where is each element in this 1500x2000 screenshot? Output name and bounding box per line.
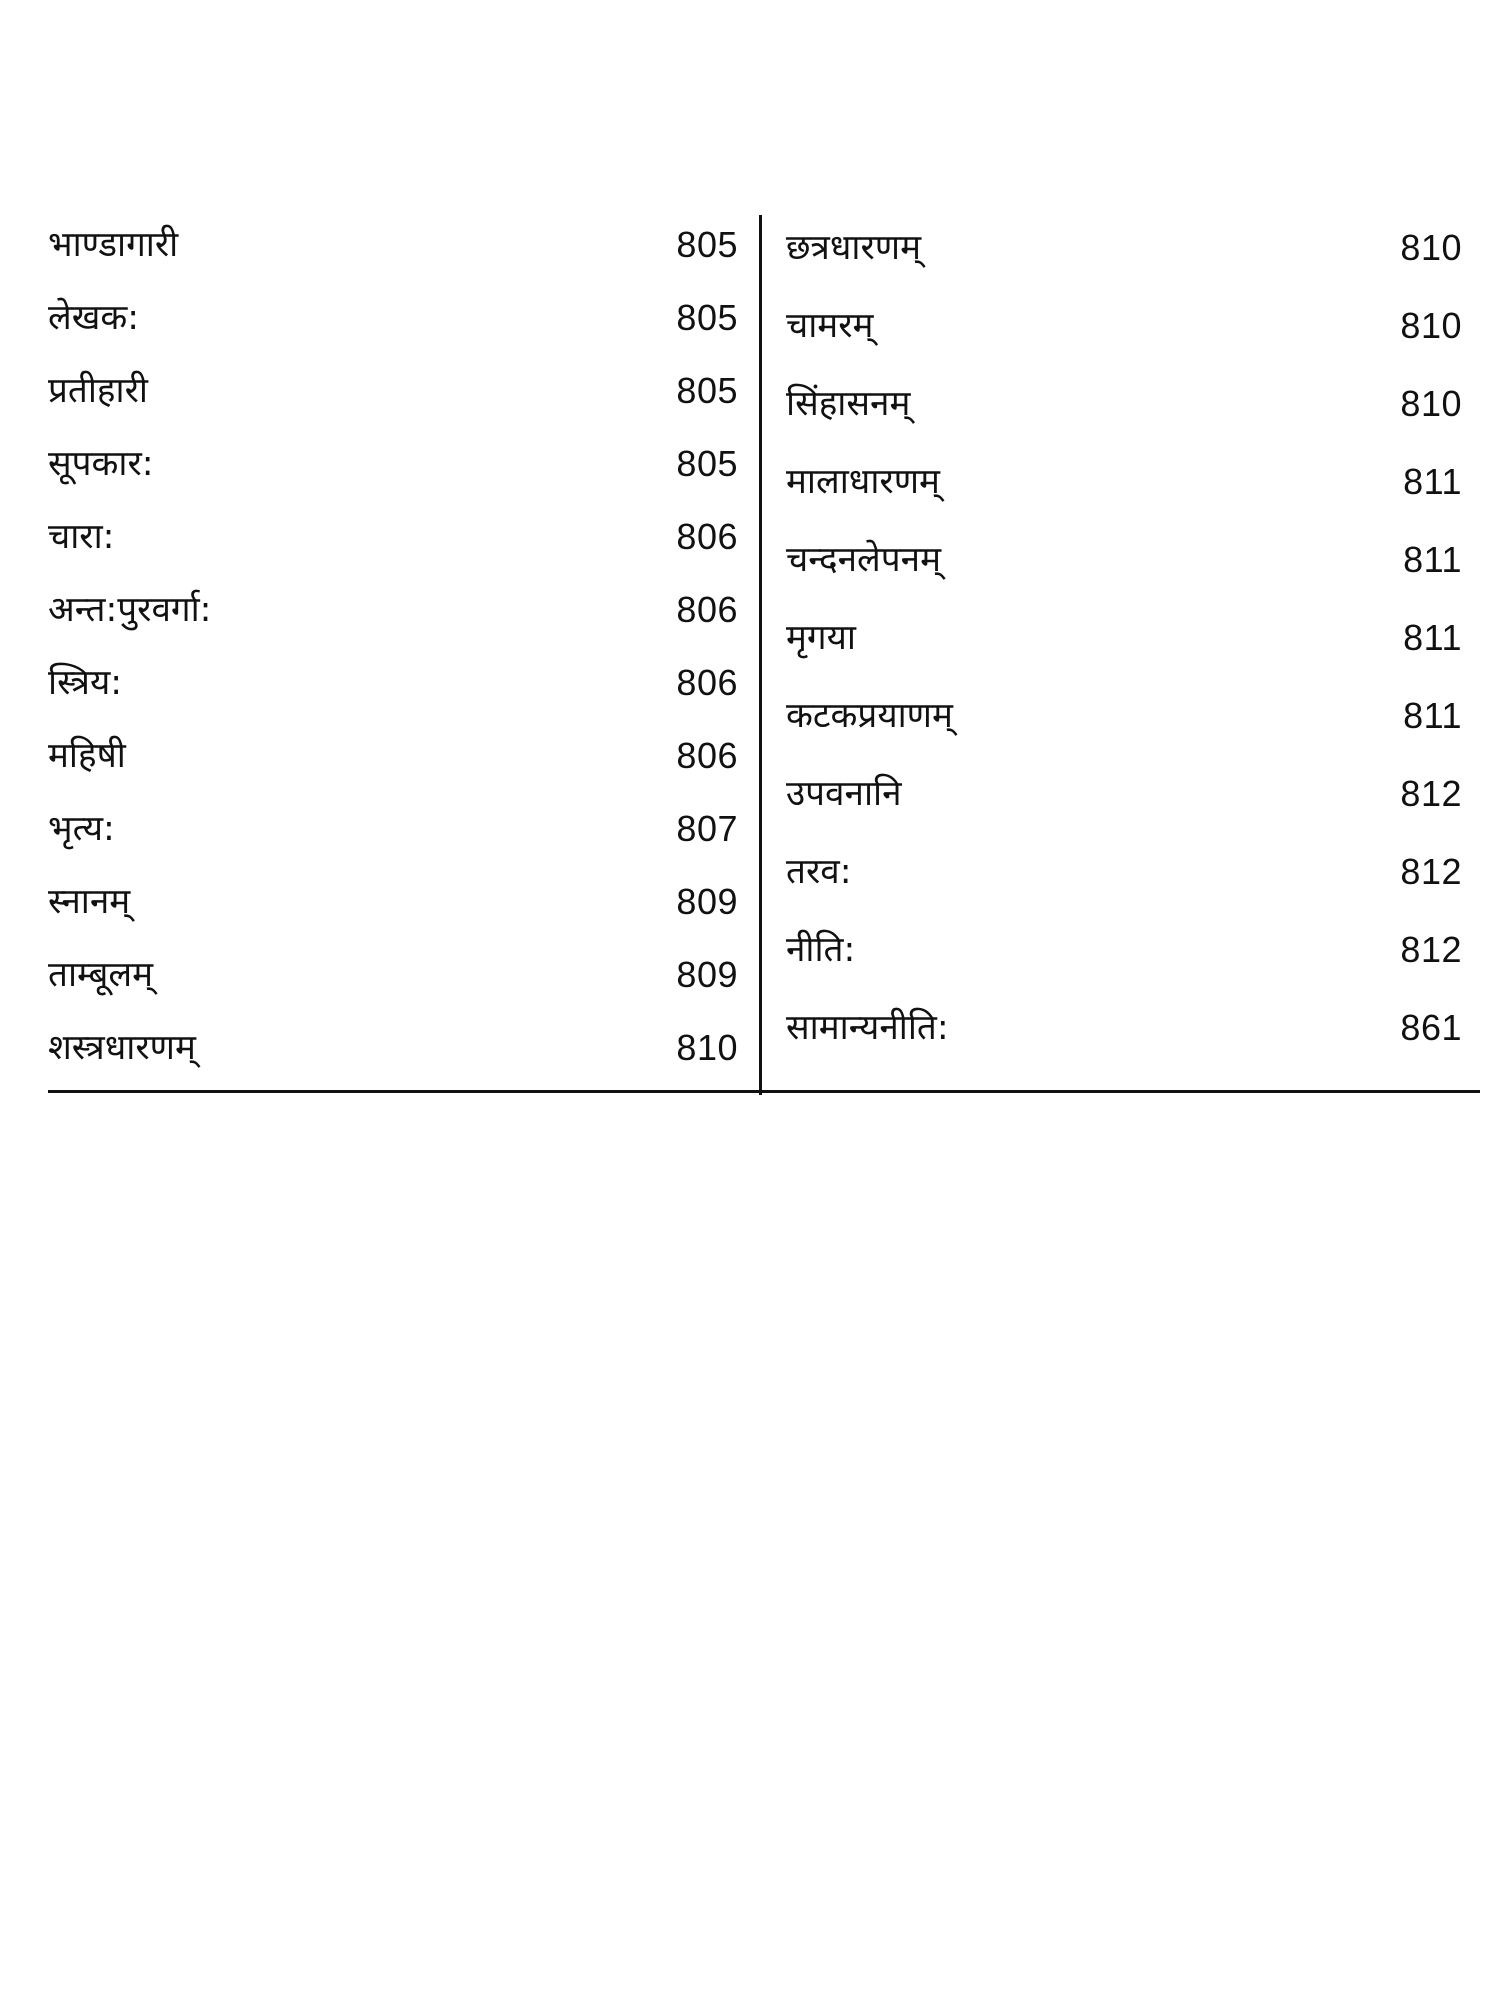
index-term: कटकप्रयाणम् xyxy=(786,696,953,736)
index-page-number: 805 xyxy=(676,224,738,265)
index-term: छत्रधारणम् xyxy=(786,228,921,268)
index-term: सामान्यनीति: xyxy=(786,1008,949,1048)
index-entry xyxy=(786,842,1462,902)
index-page-number: 806 xyxy=(676,589,738,630)
index-page-number: 805 xyxy=(676,443,738,484)
index-entry xyxy=(786,374,1462,434)
index-page-number: 812 xyxy=(1400,929,1462,970)
index-entry xyxy=(48,507,738,567)
index-term: शस्त्रधारणम् xyxy=(48,1028,196,1068)
index-term: चारा: xyxy=(48,517,115,557)
index-term: स्त्रिय: xyxy=(48,663,123,703)
index-term: उपवनानि xyxy=(786,774,902,814)
index-term: चन्दनलेपनम् xyxy=(786,540,942,580)
index-term: स्नानम् xyxy=(48,882,131,922)
index-page-number: 806 xyxy=(676,516,738,557)
index-term: भृत्य: xyxy=(48,809,115,849)
index-entry xyxy=(786,686,1462,746)
index-term: चामरम् xyxy=(786,306,874,346)
index-page-number: 811 xyxy=(1403,695,1462,736)
index-entry xyxy=(48,653,738,713)
index-page-number: 812 xyxy=(1400,851,1462,892)
index-page-number: 810 xyxy=(1400,305,1462,346)
index-entry xyxy=(786,920,1462,980)
index-entry xyxy=(48,361,738,421)
table-bottom-rule xyxy=(48,1090,1480,1093)
index-entry xyxy=(786,608,1462,668)
index-term: सूपकार: xyxy=(48,444,154,484)
index-page-number: 810 xyxy=(1400,383,1462,424)
index-term: तरव: xyxy=(786,852,852,892)
index-term: महिषी xyxy=(48,736,126,776)
index-term: प्रतीहारी xyxy=(48,371,148,411)
index-entry xyxy=(48,726,738,786)
index-term: नीति: xyxy=(786,930,856,970)
index-entry xyxy=(786,530,1462,590)
index-entry xyxy=(48,580,738,640)
column-divider xyxy=(759,215,762,1095)
index-term: अन्त:पुरवर्गा: xyxy=(48,590,212,630)
index-page-number: 807 xyxy=(676,808,738,849)
index-term: सिंहासनम् xyxy=(786,384,911,424)
index-entry xyxy=(786,764,1462,824)
index-page-number: 809 xyxy=(676,881,738,922)
index-page-number: 812 xyxy=(1400,773,1462,814)
index-page-number: 805 xyxy=(676,297,738,338)
index-term: लेखक: xyxy=(48,298,140,338)
index-entry xyxy=(786,452,1462,512)
index-page-number: 861 xyxy=(1400,1007,1462,1048)
index-entry xyxy=(48,945,738,1005)
index-page-number: 805 xyxy=(676,370,738,411)
index-entry xyxy=(48,872,738,932)
index-term: भाण्डागारी xyxy=(48,225,179,265)
index-entry xyxy=(48,799,738,859)
index-entry xyxy=(786,998,1462,1058)
index-page-number: 811 xyxy=(1403,539,1462,580)
index-page-number: 811 xyxy=(1403,461,1462,502)
index-entry xyxy=(48,215,738,275)
index-page-number: 811 xyxy=(1403,617,1462,658)
index-entry xyxy=(786,218,1462,278)
index-term: मालाधारणम् xyxy=(786,462,940,502)
index-page-number: 806 xyxy=(676,735,738,776)
index-entry xyxy=(48,1018,738,1078)
index-entry xyxy=(48,288,738,348)
index-page-number: 809 xyxy=(676,954,738,995)
index-page-number: 806 xyxy=(676,662,738,703)
index-entry xyxy=(48,434,738,494)
index-table xyxy=(48,215,1480,1095)
index-term: मृगया xyxy=(786,618,857,658)
index-entry xyxy=(786,296,1462,356)
index-page-number: 810 xyxy=(676,1027,738,1068)
index-page-number: 810 xyxy=(1400,227,1462,268)
index-term: ताम्बूलम् xyxy=(48,955,154,995)
